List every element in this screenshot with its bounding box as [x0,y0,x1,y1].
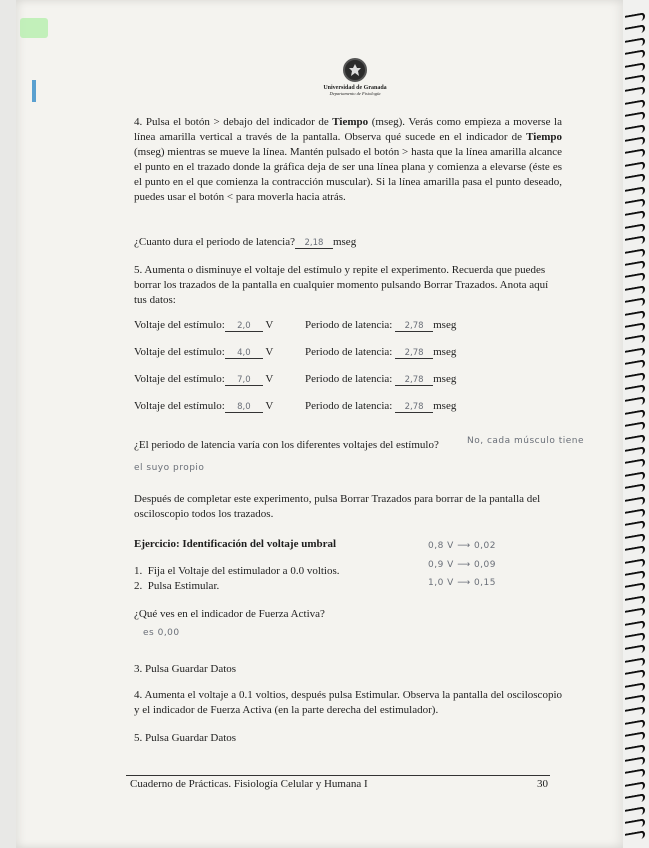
latency-question: ¿Cuanto dura el periodo de latencia? 2,18 mseg [134,236,357,248]
spiral-coil [625,620,645,632]
spiral-coil [625,372,645,384]
spiral-coil [625,111,645,123]
spiral-coil [625,806,645,818]
spiral-coil [625,223,645,235]
voltage-answer[interactable]: 4,0 [225,348,263,359]
handwritten-note-3: 1,0 V ⟶ 0,15 [428,578,496,588]
step-4-exercise: 4. Aumenta el voltaje a 0.1 voltios, después pulsa Estimular. Observa la pantalla del osciloscopio y el indicador de Fuerza Activa (en la parte derecha del estimulador). [134,689,562,716]
department-name: Departamento de Fisiología [329,91,381,96]
spiral-coil [625,496,645,508]
spiral-coil [625,744,645,756]
table-row: Voltaje del estímulo: 7,0 V Periodo de latencia: 2,78 mseg [134,373,457,385]
sticky-tab [20,18,48,38]
latency-answer[interactable]: 2,78 [395,321,433,332]
spiral-coil [625,471,645,483]
spiral-coil [625,781,645,793]
spiral-coil [625,173,645,185]
after-paragraph: Después de completar este experimento, pulsa Borrar Trazados para borrar de la pantalla del osciloscopio todos los trazados. [134,493,541,520]
spiral-coil [625,521,645,533]
spiral-coil [625,769,645,781]
spiral-coil [625,322,645,334]
spiral-coil [625,161,645,173]
table-row: Voltaje del estímulo: 8,0 V Periodo de latencia: 2,78 mseg [134,400,457,412]
page-footer [126,775,550,790]
spiral-coil [625,99,645,111]
variation-answer-line1: No, cada músculo tiene [467,436,585,446]
university-name: Universidad de Granada [323,85,387,91]
spiral-coil [625,719,645,731]
spiral-coil [625,682,645,694]
force-answer: es 0,00 [143,628,180,638]
spiral-coil [625,545,645,557]
spiral-coil [625,694,645,706]
spiral-coil [625,235,645,247]
page-number: 30 [537,778,548,790]
latency-answer[interactable]: 2,78 [395,348,433,359]
list-item: 2. Pulsa Estimular. [134,580,220,592]
spiral-coil [625,384,645,396]
spiral-coil [625,731,645,743]
spiral-coil [625,558,645,570]
latency-answer[interactable]: 2,78 [395,375,433,386]
spiral-coil [625,533,645,545]
spiral-coil [625,818,645,830]
spiral-coil [625,793,645,805]
spiral-coil [625,335,645,347]
page-marker [32,80,36,102]
spiral-coil [625,297,645,309]
spiral-coil [625,434,645,446]
spiral-coil [625,570,645,582]
spiral-coil [625,446,645,458]
step-5-paragraph: 5. Aumenta o disminuye el voltaje del estímulo y repite el experimento. Recuerda que puedes borrar los trazados de la pantalla en cualquier momento pulsando Borrar Trazados. Anota aquí tus datos: [134,264,549,306]
spiral-coil [625,347,645,359]
exercise-title: Ejercicio: Identificación del voltaje umbral [134,538,337,550]
spiral-coil [625,409,645,421]
spiral-coil [625,397,645,409]
spiral-coil [625,62,645,74]
spiral-coil [625,756,645,768]
latency-answer[interactable]: 2,78 [395,402,433,413]
university-header [290,58,420,96]
spiral-coil [625,707,645,719]
spiral-coil [625,657,645,669]
spiral-coil [625,260,645,272]
spiral-coil [625,831,645,843]
spiral-coil [625,669,645,681]
step-5-exercise: 5. Pulsa Guardar Datos [134,732,237,744]
spiral-coil [625,273,645,285]
spiral-coil [625,583,645,595]
spiral-coil [625,186,645,198]
variation-question: ¿El periodo de latencia varía con los diferentes voltajes del estímulo? [134,439,439,451]
force-question: ¿Qué ves en el indicador de Fuerza Activa? [134,608,325,620]
spiral-coil [625,37,645,49]
spiral-coil [625,136,645,148]
university-seal-icon [343,58,367,82]
voltage-answer[interactable]: 8,0 [225,402,263,413]
spiral-coil [625,12,645,24]
variation-answer-line2: el suyo propio [134,463,205,473]
spiral-coil [625,25,645,37]
spiral-coil [625,310,645,322]
table-row: Voltaje del estímulo: 4,0 V Periodo de latencia: 2,78 mseg [134,346,457,358]
spiral-coil [625,359,645,371]
spiral-coil [625,87,645,99]
footer-title: Cuaderno de Prácticas. Fisiología Celular y Humana I [130,778,368,790]
table-row: Voltaje del estímulo: 2,0 V Periodo de latencia: 2,78 mseg [134,319,457,331]
voltage-answer[interactable]: 2,0 [225,321,263,332]
spiral-coil [625,483,645,495]
spiral-coil [625,607,645,619]
spiral-coil [625,645,645,657]
spiral-coil [625,248,645,260]
spiral-coil [625,632,645,644]
spiral-coil [625,285,645,297]
handwritten-note-2: 0,9 V ⟶ 0,09 [428,560,496,570]
list-item: 1. Fija el Voltaje del estimulador a 0.0 voltios. [134,565,340,577]
spiral-coil [625,459,645,471]
voltage-answer[interactable]: 7,0 [225,375,263,386]
spiral-coil [625,149,645,161]
spiral-coil [625,198,645,210]
step-4-paragraph: 4. Pulsa el botón > debajo del indicador de Tiempo (mseg). Verás como empieza a moverse la línea amarilla vertical a través de la pantalla. Observa qué sucede en el indicador de Tiempo (mseg) mientras se mueve la línea. Mantén pulsado el botón > hasta que la línea amarilla alcance el punto en el trazado donde la gráfica deja de ser una línea plana y comienza a elevarse (éste es el punto en el que comienza la contracción muscular). Si la línea amarilla pasa el punto deseado, puedes usar el botón < para moverla hacia atrás. [134,116,562,203]
spiral-coil [625,124,645,136]
spiral-coil [625,49,645,61]
spiral-coil [625,508,645,520]
spiral-binding [623,0,649,848]
spiral-coil [625,74,645,86]
spiral-coil [625,421,645,433]
spiral-coil [625,211,645,223]
handwritten-note-1: 0,8 V ⟶ 0,02 [428,541,496,551]
spiral-coil [625,595,645,607]
latency-answer[interactable]: 2,18 [295,238,333,249]
step-3: 3. Pulsa Guardar Datos [134,663,237,675]
